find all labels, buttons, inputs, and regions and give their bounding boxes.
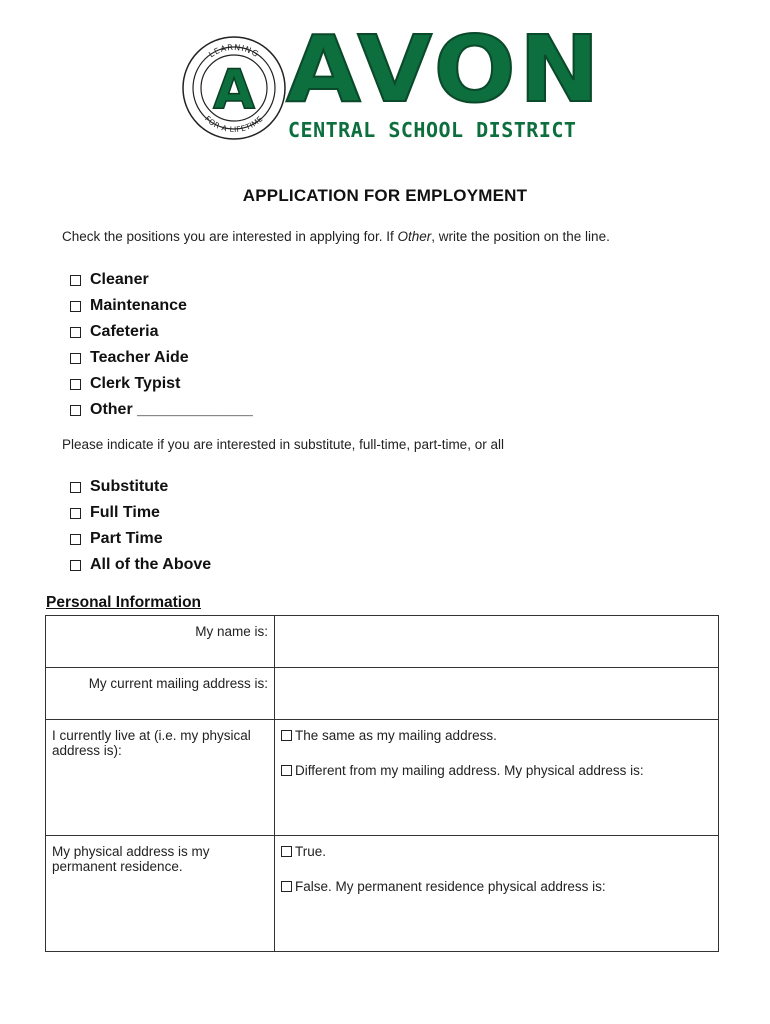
type-full-time[interactable] bbox=[70, 500, 211, 526]
option-label: Maintenance bbox=[90, 297, 187, 314]
avon-wordmark: AVON bbox=[286, 16, 603, 123]
permanent-residence-label: My physical address is my permanent residence. bbox=[46, 836, 275, 952]
position-cafeteria[interactable] bbox=[70, 319, 253, 345]
type-all[interactable] bbox=[70, 552, 211, 578]
option-label: Clerk Typist bbox=[90, 375, 181, 392]
checkbox-icon[interactable] bbox=[70, 379, 81, 390]
option-label: Full Time bbox=[90, 504, 160, 521]
seal-letter: A bbox=[213, 58, 255, 121]
option-label: Cafeteria bbox=[90, 323, 159, 340]
mailing-address-label: My current mailing address is: bbox=[46, 668, 275, 720]
position-teacher-aide[interactable] bbox=[70, 345, 253, 371]
checkbox-icon[interactable] bbox=[70, 353, 81, 364]
checkbox-icon[interactable] bbox=[281, 765, 292, 776]
table-row bbox=[46, 720, 719, 836]
position-maintenance[interactable] bbox=[70, 293, 253, 319]
position-cleaner[interactable] bbox=[70, 267, 253, 293]
employment-type-list bbox=[70, 474, 211, 578]
table-row bbox=[46, 668, 719, 720]
checkbox-icon[interactable] bbox=[281, 730, 292, 741]
option-label: Other _____________ bbox=[90, 401, 253, 418]
checkbox-icon[interactable] bbox=[281, 846, 292, 857]
checkbox-icon[interactable] bbox=[70, 508, 81, 519]
position-clerk-typist[interactable] bbox=[70, 371, 253, 397]
option-label: Substitute bbox=[90, 478, 169, 495]
personal-info-table bbox=[45, 615, 719, 952]
page-title: APPLICATION FOR EMPLOYMENT bbox=[242, 186, 528, 205]
position-other[interactable] bbox=[70, 397, 253, 423]
option-label: Part Time bbox=[90, 530, 163, 547]
option-label: Teacher Aide bbox=[90, 349, 189, 366]
checkbox-icon[interactable] bbox=[70, 327, 81, 338]
permanent-true-option[interactable]: True. bbox=[281, 844, 712, 859]
table-row bbox=[46, 616, 719, 668]
svg-text:LEARNING bbox=[207, 43, 260, 59]
type-substitute[interactable] bbox=[70, 474, 211, 500]
employment-type-instructions: Please indicate if you are interested in substitute, full-time, part-time, or all bbox=[62, 437, 504, 452]
checkbox-icon[interactable] bbox=[281, 881, 292, 892]
checkbox-icon[interactable] bbox=[70, 301, 81, 312]
physical-address-label: I currently live at (i.e. my physical address is): bbox=[46, 720, 275, 836]
physical-same-option[interactable]: The same as my mailing address. bbox=[281, 728, 712, 743]
checkbox-icon[interactable] bbox=[70, 482, 81, 493]
physical-different-option[interactable]: Different from my mailing address. My physical address is: bbox=[281, 763, 712, 778]
table-row bbox=[46, 836, 719, 952]
checkbox-icon[interactable] bbox=[70, 405, 81, 416]
positions-instructions: Check the positions you are interested in applying for. If Other, write the position on the line. bbox=[62, 229, 610, 244]
checkbox-icon[interactable] bbox=[70, 275, 81, 286]
type-part-time[interactable] bbox=[70, 526, 211, 552]
name-label: My name is: bbox=[46, 616, 275, 668]
seal-top-text: LEARNING bbox=[207, 42, 261, 60]
positions-list bbox=[70, 267, 253, 423]
physical-address-options bbox=[275, 720, 719, 836]
option-label: All of the Above bbox=[90, 556, 212, 573]
checkbox-icon[interactable] bbox=[70, 534, 81, 545]
learning-seal-icon bbox=[180, 34, 288, 142]
district-name: CENTRAL SCHOOL DISTRICT bbox=[288, 118, 577, 142]
mailing-address-field[interactable] bbox=[275, 668, 719, 720]
personal-info-heading: Personal Information bbox=[46, 594, 202, 611]
district-logo bbox=[180, 16, 603, 144]
checkbox-icon[interactable] bbox=[70, 560, 81, 571]
name-field[interactable] bbox=[275, 616, 719, 668]
permanent-false-option[interactable]: False. My permanent residence physical address is: bbox=[281, 879, 712, 894]
permanent-residence-options bbox=[275, 836, 719, 952]
seal-bottom-text: FOR A LIFETIME bbox=[203, 114, 265, 135]
option-label: Cleaner bbox=[90, 271, 149, 288]
